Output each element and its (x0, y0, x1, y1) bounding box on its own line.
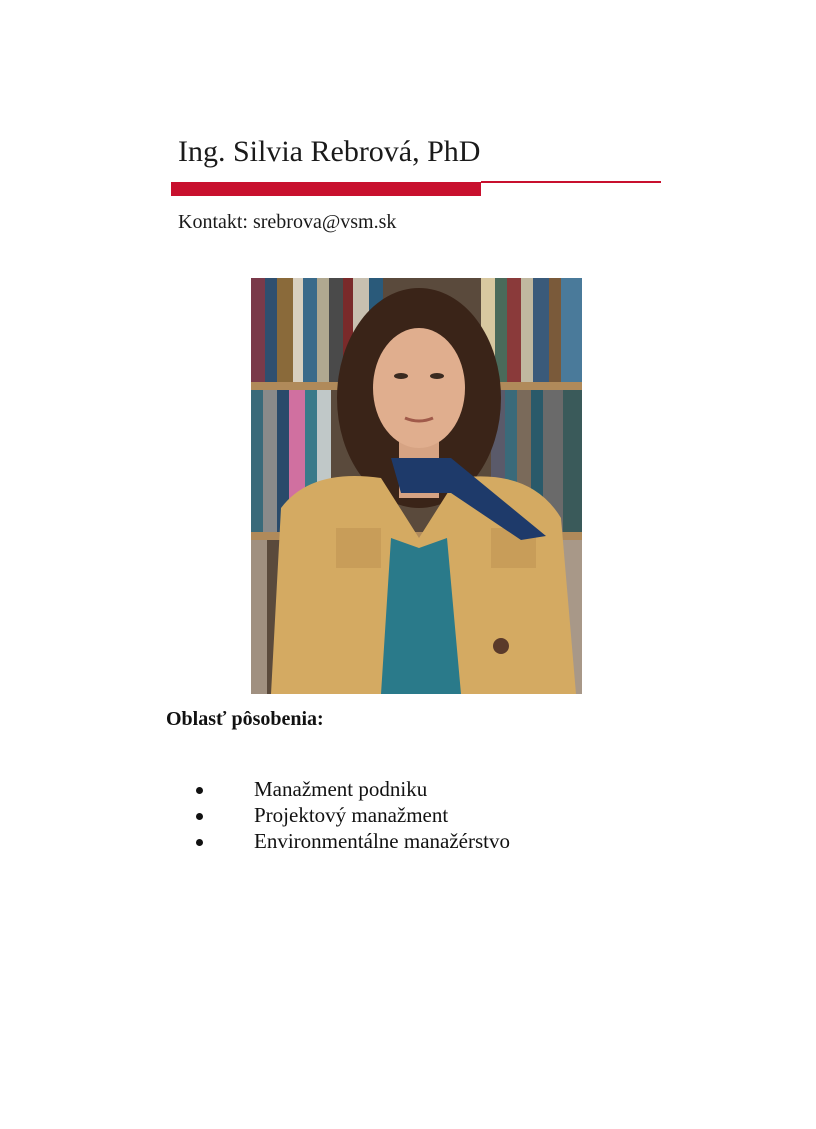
list-item-label: Manažment podniku (254, 777, 428, 801)
accent-rule-thick (171, 182, 481, 196)
list-item (196, 776, 510, 802)
contact-line: Kontakt: srebrova@vsm.sk (178, 211, 397, 233)
bullet-icon (196, 813, 203, 820)
accent-rule-thin (481, 181, 661, 183)
section-title: Oblasť pôsobenia: (166, 708, 324, 730)
list-item (196, 802, 510, 828)
portrait-photo (251, 278, 582, 694)
bullet-icon (196, 787, 203, 794)
bullet-icon (196, 839, 203, 846)
person-name: Ing. Silvia Rebrová, PhD (178, 135, 481, 168)
expertise-list (196, 776, 510, 854)
list-item (196, 828, 510, 854)
list-item-label: Projektový manažment (254, 803, 449, 827)
list-item-label: Environmentálne manažérstvo (254, 829, 510, 853)
